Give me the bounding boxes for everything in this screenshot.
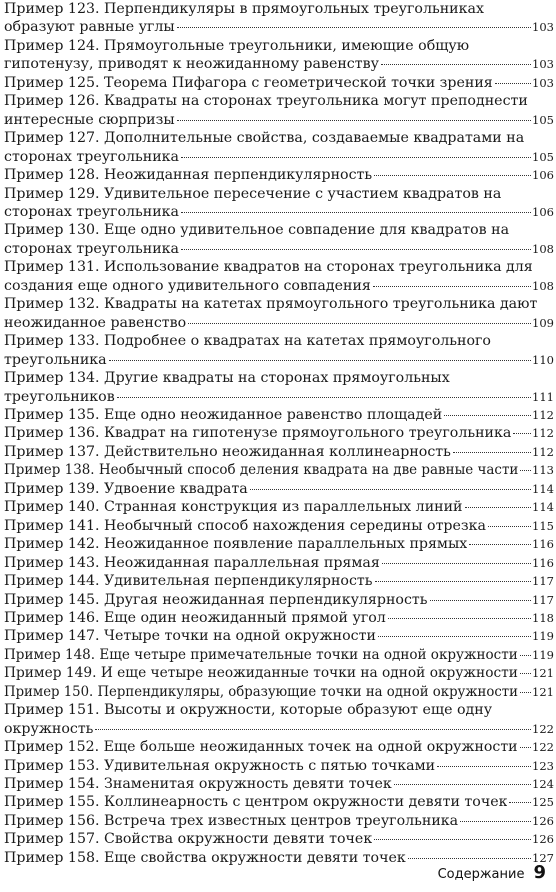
toc-entry-title-continued: гипотенузу, приводят к неожиданному равенству <box>4 56 379 73</box>
dot-leader <box>181 248 531 250</box>
toc-entry-line <box>4 55 554 73</box>
toc-entry-title: Пример 125. Теорема Пифагора с геометрической точки зрения <box>4 74 493 91</box>
toc-entry <box>4 812 554 830</box>
toc-entry-line <box>4 203 554 221</box>
toc-entry <box>4 92 554 129</box>
toc-entry-page-number: 119 <box>532 647 554 662</box>
toc-entry-line <box>4 74 554 92</box>
dot-leader <box>95 728 531 730</box>
toc-entry-title-continued: треугольников <box>4 388 115 405</box>
toc-entry-line <box>4 646 554 664</box>
toc-entry-title: Пример 145. Другая неожиданная перпендикулярность <box>4 591 428 608</box>
toc-entry <box>4 572 554 590</box>
toc-entry-page-number: 116 <box>532 537 554 552</box>
toc-entry <box>4 480 554 498</box>
toc-entry-title: Пример 135. Еще одно неожиданное равенство площадей <box>4 406 443 423</box>
toc-entry-title: Пример 146. Еще один неожиданный прямой угол <box>4 609 386 626</box>
toc-entry-page-number: 108 <box>532 278 554 293</box>
toc-entry-line <box>4 683 554 701</box>
dot-leader <box>177 26 531 28</box>
toc-entry <box>4 646 554 664</box>
page-footer <box>438 862 546 883</box>
dot-leader <box>250 488 531 490</box>
toc-entry-title-continued: сторонах треугольника <box>4 203 180 220</box>
toc-entry-title: Пример 140. Странная конструкция из параллельных линий <box>4 499 463 516</box>
toc-entry-title: Пример 154. Знаменитая окружность девяти точек <box>4 776 392 793</box>
toc-entry <box>4 295 554 332</box>
toc-entry-title-continued: интересные сюрпризы <box>4 111 175 128</box>
toc-entry-title: Пример 130. Еще одно удивительное совпадение для квадратов на <box>4 222 510 239</box>
dot-leader <box>109 359 531 361</box>
dot-leader <box>375 580 532 582</box>
dot-leader <box>381 63 531 65</box>
footer-section-title: Содержание <box>437 867 525 882</box>
toc-entry <box>4 701 554 738</box>
toc-entry-page-number: 117 <box>532 574 554 589</box>
toc-entry-page-number: 114 <box>532 481 554 496</box>
toc-entry-line <box>4 406 554 424</box>
toc-entry-line <box>4 757 554 775</box>
toc-entry-line <box>4 240 554 258</box>
toc-entry-page-number: 124 <box>532 777 554 792</box>
toc-entry <box>4 664 554 682</box>
toc-entry-line <box>4 295 554 313</box>
toc-entry-line <box>4 443 554 461</box>
dot-leader <box>453 451 531 453</box>
toc-entry <box>4 627 554 645</box>
toc-entry-line <box>4 572 554 590</box>
toc-entry-line <box>4 148 554 166</box>
toc-entry-page-number: 127 <box>532 850 554 865</box>
toc-entry-line <box>4 92 554 110</box>
dot-leader <box>117 396 531 398</box>
dot-leader <box>520 654 531 656</box>
toc-entry-title-continued: неожиданное равенство <box>4 314 187 331</box>
toc-entry-title-continued: треугольника <box>4 351 107 368</box>
toc-entry-page-number: 112 <box>532 407 554 422</box>
toc-entry-title: Пример 129. Удивительное пересечение с участием квадратов на <box>4 185 502 202</box>
toc-entry-title: Пример 126. Квадраты на сторонах треугольника могут преподнести <box>4 93 528 110</box>
toc-entry-title: Пример 158. Еще свойства окружности девяти точек <box>4 849 406 866</box>
toc-entry-line <box>4 221 554 239</box>
toc-entry-page-number: 103 <box>532 57 554 72</box>
toc-entry-line <box>4 554 554 572</box>
toc-entry-title: Пример 136. Квадрат на гипотенузе прямоугольного треугольника <box>4 425 512 442</box>
toc-entry <box>4 166 554 184</box>
toc-entry <box>4 554 554 572</box>
toc-entry-title: Пример 127. Дополнительные свойства, создаваемые квадратами на <box>4 130 525 147</box>
toc-entry-line <box>4 277 554 295</box>
toc-entry <box>4 535 554 553</box>
toc-entry-page-number: 106 <box>532 168 554 183</box>
dot-leader <box>437 765 531 767</box>
dot-leader <box>373 285 531 287</box>
toc-entry-page-number: 113 <box>532 463 554 478</box>
toc-entry <box>4 129 554 166</box>
toc-entry-page-number: 111 <box>532 389 554 404</box>
dot-leader <box>388 617 531 619</box>
footer-page-number: 9 <box>533 862 546 883</box>
dot-leader <box>188 322 531 324</box>
toc-entry-title: Пример 155. Коллинеарность с центром окружности девяти точек <box>4 794 508 811</box>
toc-entry <box>4 683 554 701</box>
toc-entry-title: Пример 151. Высоты и окружности, которые образуют еще одну <box>4 702 493 719</box>
dot-leader <box>520 746 531 748</box>
toc-entry <box>4 74 554 92</box>
toc-entry-line <box>4 369 554 387</box>
dot-leader <box>430 599 532 601</box>
toc-entry-page-number: 121 <box>532 684 554 699</box>
toc-entry-page-number: 103 <box>532 75 554 90</box>
toc-entry-title: Пример 153. Удивительная окружность с пятью точками <box>4 757 436 774</box>
toc-entry-line <box>4 517 554 535</box>
toc-entry-line <box>4 37 554 55</box>
toc-entry <box>4 738 554 756</box>
toc-entry <box>4 830 554 848</box>
toc-entry-page-number: 108 <box>532 241 554 256</box>
toc-entry-page-number: 106 <box>532 204 554 219</box>
toc-entry-line <box>4 830 554 848</box>
toc-entry-title-continued: сторонах треугольника <box>4 148 180 165</box>
toc-entry-page-number: 125 <box>532 795 554 810</box>
toc-entry-title: Пример 124. Прямоугольные треугольники, имеющие общую <box>4 37 470 54</box>
dot-leader <box>520 672 531 674</box>
table-of-contents <box>4 0 554 867</box>
toc-entry-title: Пример 132. Квадраты на катетах прямоугольного треугольника дают <box>4 296 538 313</box>
toc-entry-title: Пример 141. Необычный способ нахождения середины отрезка <box>4 517 486 534</box>
toc-entry <box>4 517 554 535</box>
toc-entry-title: Пример 142. Неожиданное появление параллельных прямых <box>4 536 468 553</box>
toc-entry-page-number: 109 <box>532 315 554 330</box>
dot-leader <box>520 691 531 693</box>
toc-entry-line <box>4 535 554 553</box>
toc-entry-page-number: 115 <box>532 518 554 533</box>
toc-entry <box>4 757 554 775</box>
toc-entry <box>4 498 554 516</box>
dot-leader <box>509 801 531 803</box>
toc-entry-line <box>4 720 554 738</box>
toc-entry-page-number: 122 <box>532 721 554 736</box>
toc-entry <box>4 185 554 222</box>
toc-entry-line <box>4 424 554 442</box>
toc-entry-page-number: 117 <box>532 592 554 607</box>
toc-entry-title: Пример 147. Четыре точки на одной окружности <box>4 628 376 645</box>
toc-entry-title: Пример 152. Еще больше неожиданных точек на одной окружности <box>4 739 518 756</box>
toc-entry-line <box>4 480 554 498</box>
toc-entry-line <box>4 793 554 811</box>
dot-leader <box>488 525 531 527</box>
toc-entry-line <box>4 314 554 332</box>
toc-entry-line <box>4 18 554 36</box>
toc-entry <box>4 221 554 258</box>
toc-entry-page-number: 122 <box>532 740 554 755</box>
toc-entry-page-number: 121 <box>532 666 554 681</box>
dot-leader <box>513 432 531 434</box>
toc-entry-line <box>4 664 554 682</box>
toc-entry-line <box>4 0 554 18</box>
toc-entry-line <box>4 627 554 645</box>
dot-leader <box>520 469 531 471</box>
toc-entry-title: Пример 137. Действительно неожиданная коллинеарность <box>4 443 451 460</box>
dot-leader <box>469 543 531 545</box>
toc-entry-page-number: 110 <box>532 352 554 367</box>
dot-leader <box>444 414 531 416</box>
toc-entry <box>4 406 554 424</box>
toc-entry-line <box>4 332 554 350</box>
toc-entry-title: Пример 148. Еще четыре примечательные точки на одной окружности <box>4 646 518 663</box>
toc-entry-page-number: 105 <box>532 112 554 127</box>
toc-entry <box>4 793 554 811</box>
toc-entry <box>4 775 554 793</box>
toc-entry-line <box>4 609 554 627</box>
toc-entry-title-continued: образуют равные углы <box>4 19 175 36</box>
toc-entry-title: Пример 138. Необычный способ деления квадрата на две равные части <box>4 462 518 479</box>
toc-entry <box>4 443 554 461</box>
toc-entry-title: Пример 150. Перпендикуляры, образующие точки на одной окружности <box>4 683 518 700</box>
toc-entry-title-continued: сторонах треугольника <box>4 240 180 257</box>
toc-entry-title: Пример 123. Перпендикуляры в прямоугольных треугольниках <box>4 1 484 17</box>
toc-entry-line <box>4 461 554 479</box>
toc-entry <box>4 332 554 369</box>
toc-entry-line <box>4 775 554 793</box>
toc-entry-page-number: 126 <box>532 832 554 847</box>
toc-entry-title: Пример 131. Использование квадратов на сторонах треугольника для <box>4 259 533 276</box>
dot-leader <box>382 562 531 564</box>
toc-entry-line <box>4 129 554 147</box>
dot-leader <box>408 857 531 859</box>
toc-entry <box>4 258 554 295</box>
toc-entry-line <box>4 185 554 203</box>
toc-entry-page-number: 105 <box>532 149 554 164</box>
toc-entry-line <box>4 166 554 184</box>
toc-entry-page-number: 123 <box>532 758 554 773</box>
toc-entry <box>4 37 554 74</box>
toc-entry-title: Пример 143. Неожиданная параллельная прямая <box>4 554 380 571</box>
toc-entry-page-number: 116 <box>532 555 554 570</box>
dot-leader <box>394 783 531 785</box>
dot-leader <box>495 82 531 84</box>
toc-entry-line <box>4 812 554 830</box>
toc-entry-title-continued: окружность <box>4 720 94 737</box>
toc-entry-title: Пример 128. Неожиданная перпендикулярность <box>4 167 373 184</box>
toc-entry-line <box>4 498 554 516</box>
toc-entry-line <box>4 591 554 609</box>
toc-entry-title: Пример 157. Свойства окружности девяти точек <box>4 831 373 848</box>
dot-leader <box>177 119 531 121</box>
toc-entry-title: Пример 144. Удивительная перпендикулярность <box>4 573 373 590</box>
toc-entry-page-number: 118 <box>532 610 554 625</box>
toc-entry-title: Пример 149. И еще четыре неожиданные точки на одной окружности <box>4 665 518 682</box>
toc-entry-title: Пример 134. Другие квадраты на сторонах прямоугольных <box>4 370 450 387</box>
dot-leader <box>465 506 532 508</box>
toc-entry-page-number: 114 <box>532 500 554 515</box>
toc-entry-title-continued: создания еще одного удивительного совпадения <box>4 277 371 294</box>
toc-entry-line <box>4 111 554 129</box>
toc-entry-page-number: 112 <box>532 426 554 441</box>
toc-entry <box>4 461 554 479</box>
toc-entry-page-number: 112 <box>532 444 554 459</box>
toc-entry <box>4 609 554 627</box>
toc-entry-page-number: 103 <box>532 20 554 35</box>
toc-entry-page-number: 126 <box>532 813 554 828</box>
toc-entry <box>4 369 554 406</box>
toc-entry-title: Пример 139. Удвоение квадрата <box>4 480 248 497</box>
toc-entry-line <box>4 388 554 406</box>
toc-entry-page-number: 119 <box>532 629 554 644</box>
dot-leader <box>181 211 531 213</box>
dot-leader <box>460 820 531 822</box>
toc-entry <box>4 424 554 442</box>
toc-entry-title: Пример 133. Подробнее о квадратах на катетах прямоугольного <box>4 333 491 350</box>
toc-entry-line <box>4 258 554 276</box>
dot-leader <box>181 156 531 158</box>
dot-leader <box>378 635 531 637</box>
toc-entry-line <box>4 701 554 719</box>
toc-entry-title: Пример 156. Встреча трех известных центров треугольника <box>4 812 459 829</box>
toc-entry-line <box>4 351 554 369</box>
dot-leader <box>374 838 531 840</box>
toc-entry-line <box>4 738 554 756</box>
dot-leader <box>374 174 531 176</box>
toc-entry <box>4 0 554 37</box>
toc-entry <box>4 591 554 609</box>
